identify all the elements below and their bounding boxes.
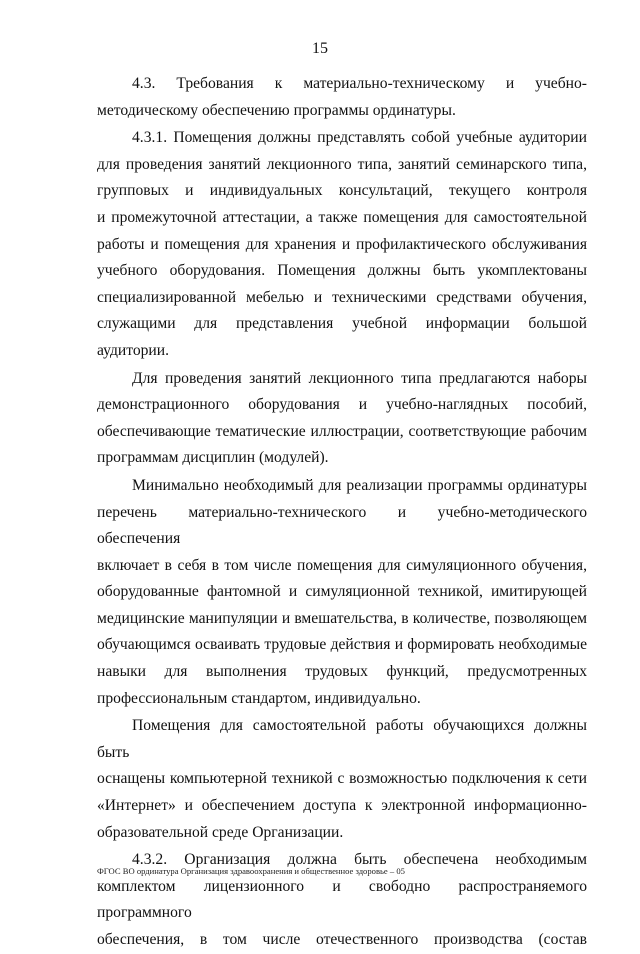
text-line: обучающимся осваивать трудовые действия и формировать необходимые — [97, 636, 587, 654]
text-line: демонстрационного оборудования и учебно-наглядных пособий, — [97, 396, 587, 414]
text-line: для проведения занятий лекционного типа, занятий семинарского типа, — [97, 155, 587, 173]
paragraph-4-3-2 — [97, 847, 587, 953]
text-line: оснащены компьютерной техникой с возможностью подключения к сети — [97, 770, 587, 788]
text-line: медицинские манипуляции и вмешательства, в количестве, позволяющем — [97, 609, 587, 627]
text-line: включает в себя в том числе помещения для симуляционного обучения, — [97, 556, 587, 574]
page-footer: ФГОС ВО ординатура Организация здравоохранения и общественное здоровье – 05 — [97, 866, 405, 876]
document-body — [97, 71, 587, 954]
text-line: 4.3.1. Помещения должны представлять собой учебные аудитории — [132, 129, 587, 147]
text-line: 4.3.2. Организация должна быть обеспечена необходимым — [132, 851, 587, 869]
text-line: Минимально необходимый для реализации программы ординатуры — [132, 476, 587, 494]
text-line: 4.3. Требования к материально-техническому и учебно- — [132, 75, 587, 92]
text-line: профессиональным стандартом, индивидуально. — [97, 689, 421, 707]
text-line: работы и помещения для хранения и профилактического обслуживания — [97, 235, 587, 253]
text-line: «Интернет» и обеспечением доступа к электронной информационно- — [97, 797, 587, 815]
text-line: методическому обеспечению программы ординатуры. — [97, 101, 456, 119]
text-line: обеспечения, в том числе отечественного производства (состав — [97, 931, 587, 948]
text-line: и промежуточной аттестации, а также помещения для самостоятельной — [97, 208, 587, 226]
text-line: специализированной мебелью и техническими средствами обучения, — [97, 288, 587, 306]
text-line: групповых и индивидуальных консультаций, текущего контроля — [97, 182, 587, 200]
paragraph-minimum-equipment — [97, 473, 587, 712]
paragraph-self-study-rooms — [97, 713, 587, 846]
text-line: служащими для представления учебной информации большой аудитории. — [97, 315, 587, 359]
text-line: Помещения для самостоятельной работы обучающихся должны быть — [97, 717, 587, 761]
paragraph-4-3 — [97, 71, 587, 124]
text-line: комплектом лицензионного и свободно распространяемого программного — [97, 877, 587, 922]
text-line: программам дисциплин (модулей). — [97, 449, 329, 467]
text-line: Для проведения занятий лекционного типа предлагаются наборы — [132, 369, 587, 387]
text-line: оборудованные фантомной и симуляционной техникой, имитирующей — [97, 583, 587, 601]
text-line: учебного оборудования. Помещения должны быть укомплектованы — [97, 262, 587, 280]
text-line: перечень материально-технического и учебно-методического обеспечения — [97, 503, 587, 548]
page-number: 15 — [312, 40, 328, 57]
text-line: образовательной среде Организации. — [97, 823, 344, 841]
paragraph-4-3-1 — [97, 125, 587, 364]
text-line: обеспечивающие тематические иллюстрации, соответствующие рабочим — [97, 422, 587, 440]
text-line: навыки для выполнения трудовых функций, предусмотренных — [97, 663, 587, 681]
paragraph-demonstration-equipment — [97, 366, 587, 472]
